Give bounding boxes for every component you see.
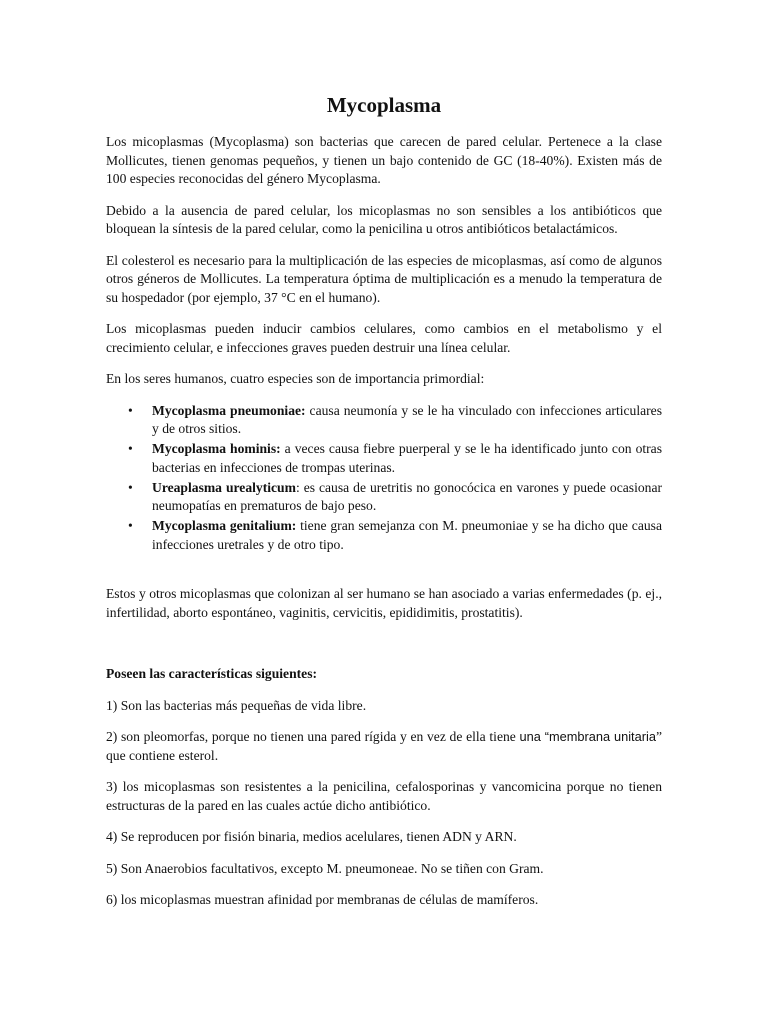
characteristic-3: 3) los micoplasmas son resistentes a la penicilina, cefalosporinas y vancomicina porque no tienen estructuras de la pared en las cuales actúe dicho antibiótico. — [106, 779, 662, 813]
species-description: causa neumonía y se le ha vinculado con infecciones articulares y de otros sitios. — [152, 402, 662, 436]
characteristic-2-end: ” que contiene esterol. — [106, 729, 662, 763]
species-description: a veces causa fiebre puerperal y se le ha identificado junto con otras bacterias en infecciones de trompas uterinas. — [152, 441, 662, 475]
bullet-icon: • — [128, 479, 133, 495]
species-name: Mycoplasma genitalium: — [152, 518, 297, 533]
intro-paragraph: Los micoplasmas (Mycoplasma) son bacterias que carecen de pared celular. Pertenece a la clase Mollicutes, tienen genomas pequeños, y tienen un bajo contenido de GC (18-40%). Existen más de 100 especies reconocidas del género Mycoplasma. — [106, 134, 662, 186]
bullet-icon: • — [128, 402, 133, 418]
bullet-icon: • — [128, 518, 133, 533]
cell-changes-paragraph: Los micoplasmas pueden inducir cambios celulares, como cambios en el metabolismo y el crecimiento celular, e infecciones graves pueden destruir una línea celular. — [106, 321, 662, 355]
species-name: Mycoplasma pneumoniae: — [152, 402, 306, 418]
characteristic-4: 4) Se reproducen por fisión binaria, medios acelulares, tienen ADN y ARN. — [106, 829, 517, 844]
list-item — [106, 402, 662, 439]
list-item — [106, 517, 662, 554]
characteristic-6: 6) los micoplasmas muestran afinidad por membranas de células de mamíferos. — [106, 892, 539, 907]
characteristic-2 — [106, 728, 662, 765]
cell-wall-paragraph: Debido a la ausencia de pared celular, los micoplasmas no son sensibles a los antibióticos que bloquean la síntesis de la pared celular, como la penicilina u otros antibióticos betalactámicos. — [106, 202, 662, 236]
species-list — [106, 402, 662, 555]
characteristics-heading: Poseen las características siguientes: — [106, 666, 318, 681]
characteristic-2-membrane: una “membrana unitaria — [519, 729, 656, 744]
document-title: Mycoplasma — [326, 93, 442, 117]
species-name: Mycoplasma hominis: — [152, 441, 281, 456]
characteristic-2-start: 2) son pleomorfas, porque no tienen una pared rígida y en vez de ella tiene — [106, 729, 520, 744]
list-item — [106, 479, 662, 516]
spacer — [106, 567, 662, 585]
characteristic-1: 1) Son las bacterias más pequeñas de vida libre. — [106, 697, 367, 713]
species-description: tiene gran semejanza con M. pneumoniae y se ha dicho que causa infecciones uretrales y de otro tipo. — [152, 518, 662, 552]
spacer — [106, 635, 662, 665]
species-intro-paragraph: En los seres humanos, cuatro especies son de importancia primordial: — [106, 371, 485, 386]
characteristic-5: 5) Son Anaerobios facultativos, excepto M. pneumoneae. No se tiñen con Gram. — [106, 860, 544, 876]
species-description: : es causa de uretritis no gonocócica en varones y puede ocasionar neumopatías en prematuros de bajo peso. — [152, 479, 662, 513]
bullet-icon: • — [128, 441, 133, 456]
document-page — [106, 92, 662, 923]
diseases-paragraph: Estos y otros micoplasmas que colonizan al ser humano se han asociado a varias enfermedades (p. ej., infertilidad, aborto espontáneo, vaginitis, cervicitis, epididimitis, prostatitis). — [106, 586, 662, 620]
list-item — [106, 440, 662, 477]
species-name: Ureaplasma urealyticum — [152, 479, 296, 495]
cholesterol-paragraph: El colesterol es necesario para la multiplicación de las especies de micoplasmas, así como de algunos otros géneros de Mollicutes. La temperatura óptima de multiplicación es a menudo la temperatura de su hospedador (por ejemplo, 37 °C en el humano). — [106, 252, 662, 305]
